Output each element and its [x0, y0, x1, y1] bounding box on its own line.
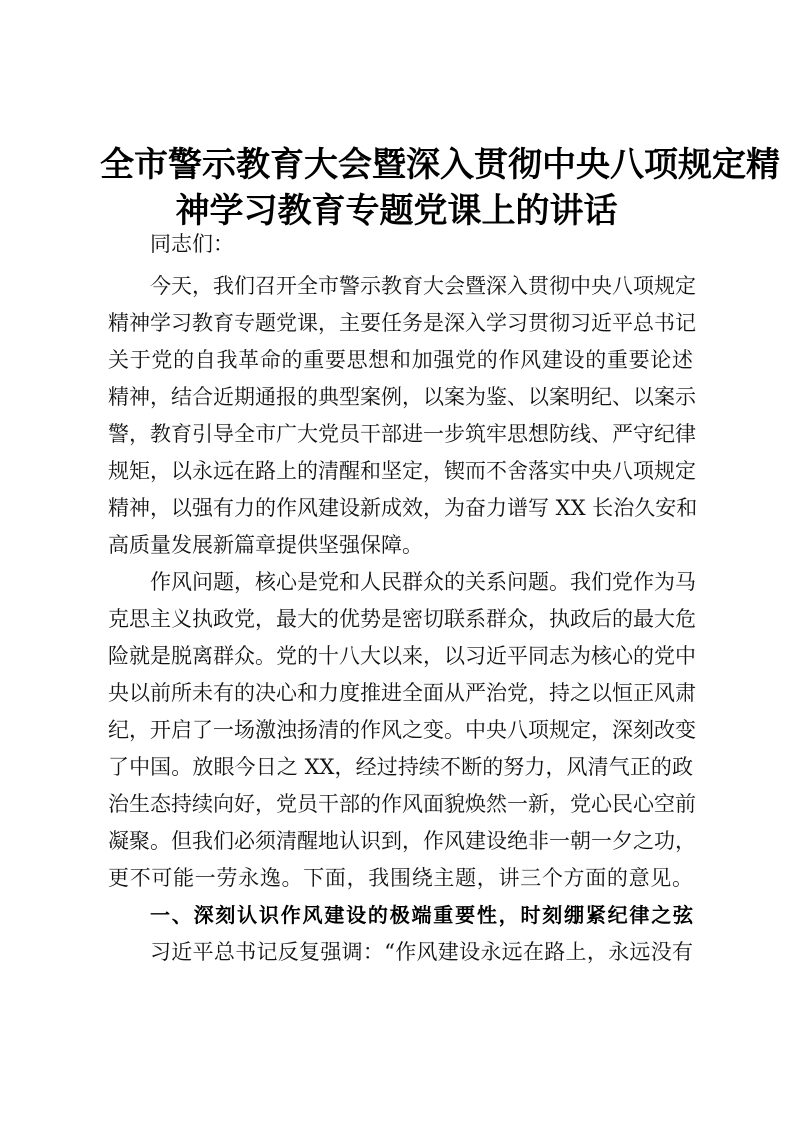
paragraph-1-line: 精神，以强有力的作风建设新成效，为奋力谱写 XX 长治久安和 — [108, 496, 698, 520]
paragraph-1-line: 今天，我们召开全市警示教育大会暨深入贯彻中央八项规定 — [150, 274, 696, 298]
paragraph-2-line: 险就是脱离群众。党的十八大以来，以习近平同志为核心的党中 — [108, 644, 696, 668]
section-1-heading: 一、深刻认识作风建设的极端重要性，时刻绷紧纪律之弦 — [150, 903, 693, 927]
paragraph-1-line-last: 高质量发展新篇章提供坚强保障。 — [108, 533, 423, 557]
paragraph-1-line: 精神学习教育专题党课，主要任务是深入学习贯彻习近平总书记 — [108, 311, 696, 335]
paragraph-2-line: 凝聚。但我们必须清醒地认识到，作风建设绝非一朝一夕之功， — [108, 829, 696, 853]
paragraph-1-line: 警，教育引导全市广大党员干部进一步筑牢思想防线、严守纪律 — [108, 422, 696, 446]
document-title-line-2: 神学习教育专题党课上的讲话 — [175, 191, 618, 231]
paragraph-2-line: 纪，开启了一场激浊扬清的作风之变。中央八项规定，深刻改变 — [108, 718, 696, 742]
salutation: 同志们： — [150, 232, 234, 256]
paragraph-2-line: 了中国。放眼今日之 XX，经过持续不断的努力，风清气正的政 — [108, 755, 693, 779]
paragraph-2-line-last: 更不可能一劳永逸。下面，我围绕主题，讲三个方面的意见。 — [108, 866, 693, 890]
paragraph-1-line: 规矩，以永远在路上的清醒和坚定，锲而不舍落实中央八项规定 — [108, 459, 696, 483]
paragraph-1-line: 关于党的自我革命的重要思想和加强党的作风建设的重要论述 — [108, 348, 693, 372]
paragraph-1-line: 精神，结合近期通报的典型案例，以案为鉴、以案明纪、以案示 — [108, 385, 696, 409]
paragraph-2-line: 克思主义执政党，最大的优势是密切联系群众，执政后的最大危 — [108, 607, 696, 631]
paragraph-2-line: 治生态持续向好，党员干部的作风面貌焕然一新，党心民心空前 — [108, 792, 696, 816]
document-title-line-1: 全市警示教育大会暨深入贯彻中央八项规定精 — [100, 145, 780, 185]
paragraph-2-line: 作风问题，核心是党和人民群众的关系问题。我们党作为马 — [150, 570, 696, 594]
paragraph-3-line: 习近平总书记反复强调：“作风建设永远在路上，永远没有 — [150, 940, 693, 964]
paragraph-2-line: 央以前所未有的决心和力度推进全面从严治党，持之以恒正风肃 — [108, 681, 696, 705]
